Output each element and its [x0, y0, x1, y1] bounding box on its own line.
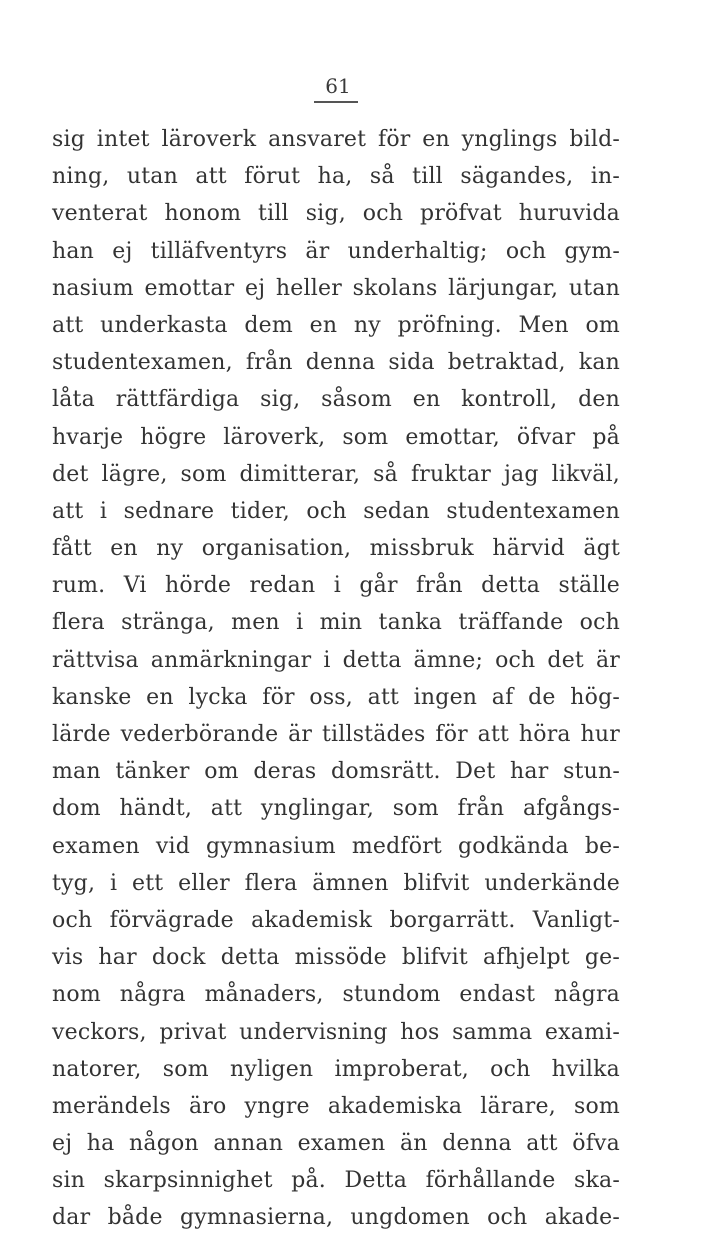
- text-line: vis har dock detta missöde blifvit afhjelpt ge-: [52, 945, 620, 971]
- page-number-rule: [314, 101, 358, 103]
- text-line: flera stränga, men i min tanka träffande och: [52, 610, 620, 636]
- text-line: venterat honom till sig, och pröfvat huruvida: [52, 201, 620, 227]
- text-line: studentexamen, från denna sida betraktad, kan: [52, 350, 620, 376]
- text-line: merändels äro yngre akademiska lärare, som: [52, 1093, 620, 1119]
- text-line: och förvägrade akademisk borgarrätt. Vanligt-: [52, 907, 620, 933]
- text-line: sig intet läroverk ansvaret för en ynglings bild-: [52, 127, 620, 152]
- text-line: natorer, som nyligen improberat, och hvilka: [52, 1056, 620, 1082]
- page-number: 61: [325, 74, 351, 98]
- text-line: rättvisa anmärkningar i detta ämne; och det är: [52, 647, 620, 673]
- text-line: att underkasta dem en ny pröfning. Men om: [52, 312, 620, 338]
- text-line: sin skarpsinnighet på. Detta förhållande ska-: [52, 1168, 620, 1194]
- body-text: [52, 121, 620, 1237]
- text-line: veckors, privat undervisning hos samma exami-: [52, 1019, 620, 1045]
- text-line: rum. Vi hörde redan i går från detta ställe: [52, 573, 620, 599]
- text-line: han ej tilläfventyrs är underhaltig; och gym-: [52, 238, 620, 264]
- text-line: tyg, i ett eller flera ämnen blifvit underkände: [52, 870, 620, 896]
- text-line: låta rättfärdiga sig, såsom en kontroll, den: [52, 387, 620, 413]
- text-line: lärde vederbörande är tillstädes för att höra hur: [52, 722, 620, 747]
- text-line: nom några månaders, stundom endast några: [52, 982, 620, 1008]
- text-line: att i sednare tider, och sedan studentexamen: [52, 498, 620, 524]
- text-line: ning, utan att förut ha, så till sägandes, in-: [52, 164, 620, 190]
- text-line: examen vid gymnasium medfört godkända be-: [52, 833, 620, 859]
- text-line: hvarje högre läroverk, som emottar, öfvar på: [52, 424, 620, 450]
- text-line: man tänker om deras domsrätt. Det har stun-: [52, 759, 620, 785]
- text-line: ej ha någon annan examen än denna att öfva: [52, 1131, 620, 1157]
- text-line: dom händt, att ynglingar, som från afgångs-: [52, 796, 620, 822]
- text-line: det lägre, som dimitterar, så fruktar jag likväl,: [52, 461, 620, 487]
- text-line: kanske en lycka för oss, att ingen af de hög-: [52, 684, 620, 710]
- text-line: dar både gymnasierna, ungdomen och akade-: [52, 1205, 620, 1231]
- text-line: nasium emottar ej heller skolans lärjungar, utan: [52, 275, 620, 301]
- text-line: fått en ny organisation, missbruk härvid ägt: [52, 536, 620, 562]
